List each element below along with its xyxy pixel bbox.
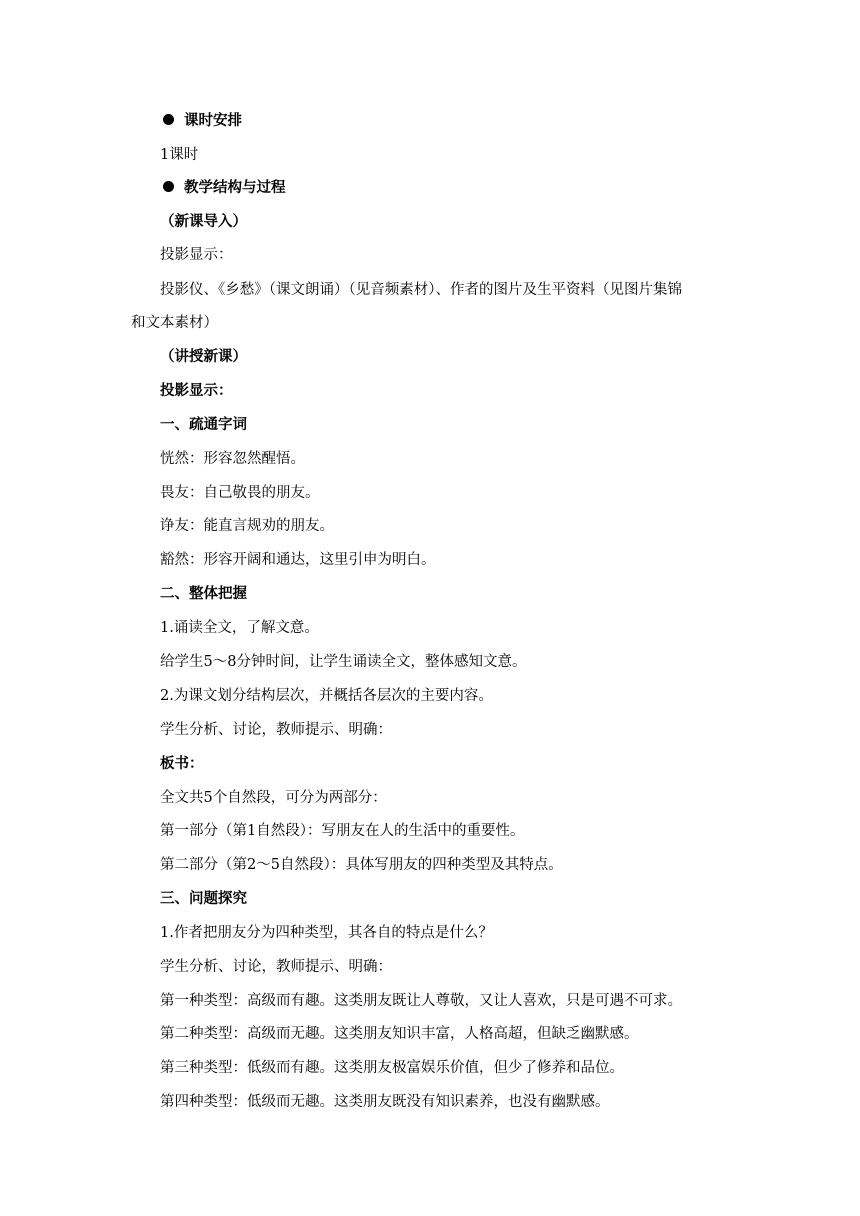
intro-projection-label: 投影显示： <box>160 247 233 263</box>
intro-materials-line1: 投影仪、《乡愁》（课文朗诵）（见音频素材）、作者的图片及生平资料（见图片集锦 <box>160 282 682 298</box>
part2-heading: 二、整体把握 <box>160 586 247 602</box>
word-item: 恍然：形容忽然醒悟。 <box>160 451 305 467</box>
heading-text: 课时安排 <box>184 113 242 129</box>
part3-discussion: 学生分析、讨论，教师提示、明确： <box>160 959 392 975</box>
friend-type-item: 第四种类型：低级而无趣。这类朋友既没有知识素养，也没有幽默感。 <box>160 1094 610 1110</box>
word-item: 诤友：能直言规劝的朋友。 <box>160 518 334 534</box>
part1-heading: 一、疏通字词 <box>160 417 247 433</box>
bullet-icon <box>163 114 174 125</box>
part2-question-2: 2.为课文划分结构层次，并概括各层次的主要内容。 <box>160 688 493 704</box>
part2-question-1: 1.诵读全文，了解文意。 <box>160 620 319 636</box>
part3-question-1: 1.作者把朋友分为四种类型，其各自的特点是什么？ <box>160 925 493 941</box>
friend-type-item: 第一种类型：高级而有趣。这类朋友既让人尊敬，又让人喜欢，只是可遇不可求。 <box>160 993 682 1009</box>
word-item: 豁然：形容开阔和通达，这里引申为明白。 <box>160 552 436 568</box>
part2-discussion: 学生分析、讨论，教师提示、明确： <box>160 722 392 738</box>
intro-title: （新课导入） <box>160 214 247 230</box>
lesson-title: （讲授新课） <box>160 349 247 365</box>
section-heading-schedule <box>163 111 242 131</box>
section-heading-structure <box>163 178 286 198</box>
friend-type-item: 第三种类型：低级而有趣。这类朋友极富娱乐价值，但少了修养和品位。 <box>160 1060 624 1076</box>
intro-materials-line2: 和文本素材） <box>131 315 218 331</box>
part3-heading: 三、问题探究 <box>160 891 247 907</box>
schedule-value: 1课时 <box>160 147 199 163</box>
friend-type-item: 第二种类型：高级而无趣。这类朋友知识丰富，人格高超，但缺乏幽默感。 <box>160 1026 639 1042</box>
board-label: 板书： <box>160 756 204 772</box>
bullet-icon <box>163 181 174 192</box>
heading-text: 教学结构与过程 <box>184 180 286 196</box>
part2-question-1-detail: 给学生5～8分钟时间，让学生诵读全文，整体感知文意。 <box>160 654 527 670</box>
board-line: 第二部分（第2～5自然段）：具体写朋友的四种类型及其特点。 <box>160 857 563 873</box>
board-line: 第一部分（第1自然段）：写朋友在人的生活中的重要性。 <box>160 823 525 839</box>
word-item: 畏友：自己敬畏的朋友。 <box>160 485 320 501</box>
board-line: 全文共5个自然段，可分为两部分： <box>160 790 387 806</box>
lesson-projection-label: 投影显示： <box>160 383 233 399</box>
